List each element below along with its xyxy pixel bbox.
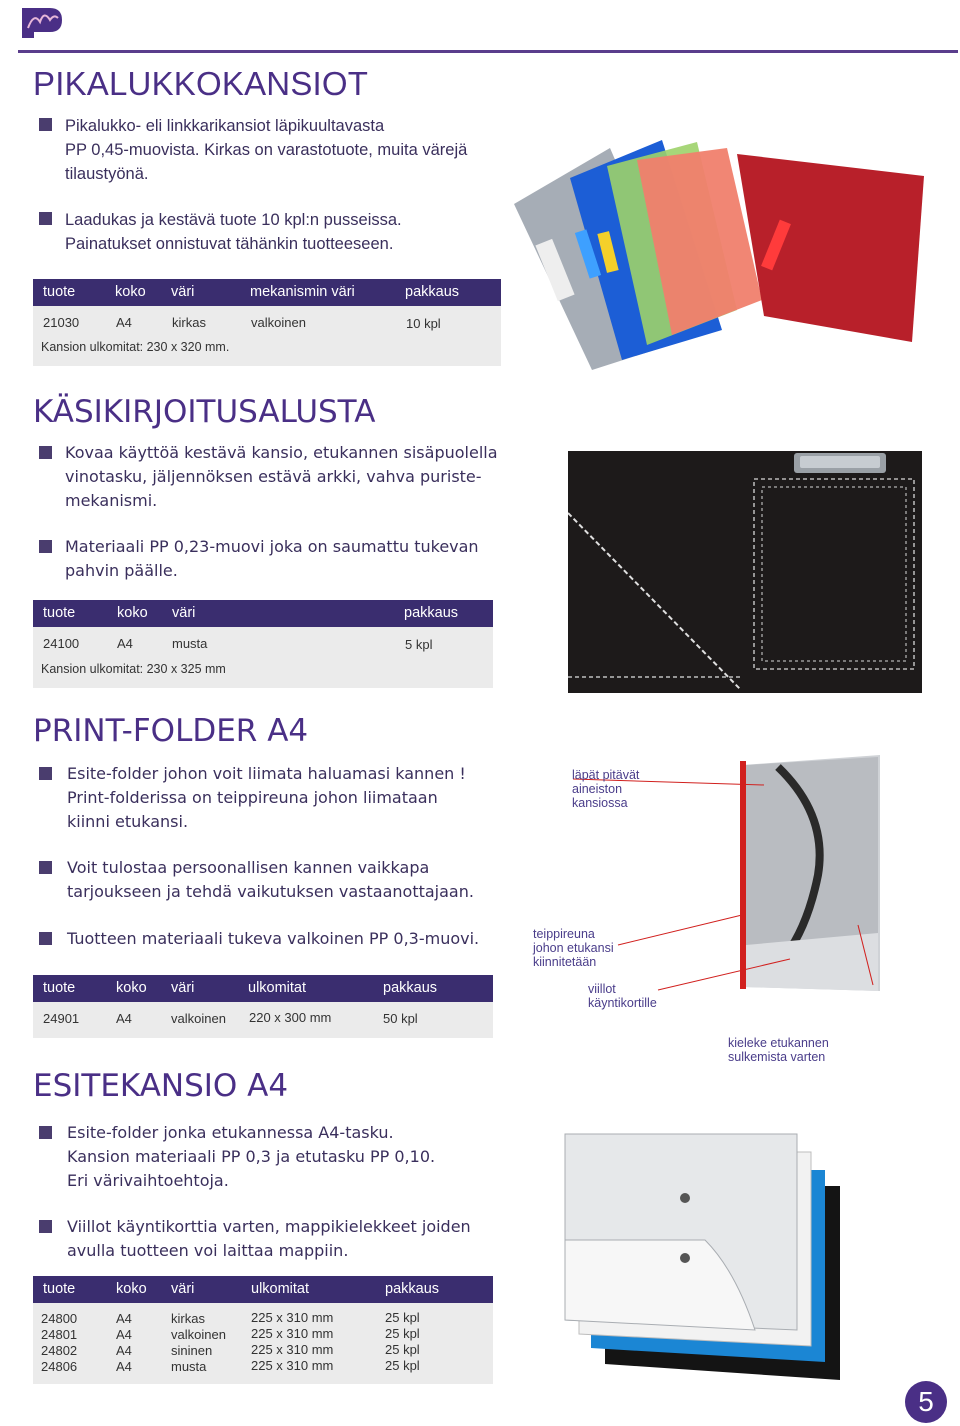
clip-folders-image — [512, 120, 926, 370]
table-cell: sininen — [171, 1343, 213, 1358]
paragraph: Esite-folder jonka etukannessa A4-tasku. Kansion materiaali PP 0,3 ja etutasku PP 0,10. Eri värivaihtoehtoja. — [67, 1123, 436, 1190]
table-cell: valkoinen — [171, 1327, 226, 1342]
col-header: väri — [171, 284, 195, 300]
callout-label: läpät pitävät aineiston kansiossa — [572, 768, 640, 810]
table-cell: 225 x 310 mm — [251, 1326, 334, 1341]
table-note: Kansion ulkomitat: 230 x 325 mm — [41, 662, 226, 676]
table-cell: 24802 — [41, 1343, 78, 1358]
table-cell: A4 — [116, 1327, 132, 1342]
product-table — [33, 1276, 493, 1384]
table-cell: 25 kpl — [385, 1358, 420, 1373]
col-header: pakkaus — [405, 284, 460, 300]
section-title-pikalukkokansiot: PIKALUKKOKANSIOT — [33, 65, 369, 102]
presentation-folders-image — [535, 1090, 890, 1380]
table-cell: 25 kpl — [385, 1310, 420, 1325]
bullet-icon — [39, 118, 52, 131]
table-cell: kirkas — [171, 1311, 205, 1326]
bullet-icon — [39, 446, 52, 459]
bullet-icon — [39, 540, 52, 553]
table-cell: 5 kpl — [405, 637, 433, 652]
col-header: pakkaus — [383, 980, 438, 996]
col-header: koko — [115, 284, 146, 300]
table-cell: A4 — [116, 315, 132, 330]
paragraph: Pikalukko- eli linkkarikansiot läpikuultavasta PP 0,45-muovista. Kirkas on varastotuote, muita värejä tilaustyönä. — [65, 117, 468, 183]
bullet-icon — [39, 1126, 52, 1139]
bullet-icon — [39, 932, 52, 945]
col-header: koko — [116, 1281, 147, 1297]
product-table — [33, 279, 501, 366]
col-header: tuote — [43, 284, 76, 300]
table-cell: 220 x 300 mm — [249, 1010, 332, 1025]
product-table — [33, 600, 493, 688]
col-header: väri — [171, 1281, 195, 1297]
col-header: pakkaus — [404, 605, 459, 621]
col-header: koko — [116, 980, 147, 996]
header-rule — [18, 50, 958, 53]
table-cell: A4 — [117, 636, 133, 651]
callout-label: viillot käyntikortille — [588, 982, 657, 1010]
table-header — [33, 279, 501, 306]
table-cell: 10 kpl — [406, 316, 441, 331]
table-cell: musta — [171, 1359, 207, 1374]
col-header: pakkaus — [385, 1281, 440, 1297]
col-header: tuote — [43, 1281, 76, 1297]
table-cell: A4 — [116, 1011, 132, 1026]
callout-label: kieleke etukannen sulkemista varten — [728, 1036, 829, 1064]
section-title-kasikirjoitusalusta: KÄSIKIRJOITUSALUSTA — [33, 394, 376, 430]
paragraph: Laadukas ja kestävä tuote 10 kpl:n pusseissa. Painatukset onnistuvat tähänkin tuotteeseen. — [65, 211, 402, 253]
col-header: koko — [117, 605, 148, 621]
col-header: ulkomitat — [251, 1281, 310, 1297]
section-title-print-folder: PRINT-FOLDER A4 — [33, 713, 309, 749]
paragraph: Materiaali PP 0,23-muovi joka on saumattu tukevan pahvin päälle. — [65, 537, 479, 580]
callout-label: teippireuna johon etukansi kiinnitetään — [533, 927, 614, 969]
bullet-icon — [39, 861, 52, 874]
table-cell: A4 — [116, 1311, 132, 1326]
col-header: mekanismin väri — [250, 284, 355, 300]
col-header: tuote — [43, 980, 76, 996]
table-cell: 24901 — [43, 1011, 80, 1026]
table-cell: valkoinen — [171, 1011, 226, 1026]
table-cell: 24100 — [43, 636, 80, 651]
product-table — [33, 975, 493, 1038]
table-cell: A4 — [116, 1343, 132, 1358]
table-cell: 25 kpl — [385, 1342, 420, 1357]
table-cell: musta — [172, 636, 208, 651]
table-cell: 225 x 310 mm — [251, 1358, 334, 1373]
table-cell: 24801 — [41, 1327, 78, 1342]
col-header: ulkomitat — [248, 980, 307, 996]
bullet-icon — [39, 212, 52, 225]
table-note: Kansion ulkomitat: 230 x 320 mm. — [41, 340, 230, 354]
table-cell: A4 — [116, 1359, 132, 1374]
company-logo — [20, 6, 64, 40]
page-number: 5 — [905, 1381, 947, 1423]
table-cell: 21030 — [43, 315, 80, 330]
table-cell: 24806 — [41, 1359, 78, 1374]
table-cell: kirkas — [172, 315, 206, 330]
table-cell: 24800 — [41, 1311, 78, 1326]
table-cell: 25 kpl — [385, 1326, 420, 1341]
table-cell: 225 x 310 mm — [251, 1310, 334, 1325]
paragraph: Tuotteen materiaali tukeva valkoinen PP 0,3-muovi. — [67, 929, 480, 948]
table-cell: 50 kpl — [383, 1011, 418, 1026]
table-cell: 225 x 310 mm — [251, 1342, 334, 1357]
table-cell: valkoinen — [251, 315, 306, 330]
bullet-icon — [39, 1220, 52, 1233]
col-header: väri — [171, 980, 195, 996]
table-header — [33, 1276, 493, 1303]
clipboard-folder-image — [568, 451, 922, 693]
paragraph: Viillot käyntikorttia varten, mappikielekkeet joiden avulla tuotteen voi laittaa mappiin. — [67, 1217, 471, 1260]
bullet-icon — [39, 767, 52, 780]
paragraph: Kovaa käyttöä kestävä kansio, etukannen sisäpuolella vinotasku, jäljennöksen estävä arkki, vahva puriste- mekanismi. — [65, 443, 498, 510]
table-header — [33, 600, 493, 627]
section-title-esitekansio: ESITEKANSIO A4 — [33, 1068, 289, 1104]
col-header: tuote — [43, 605, 76, 621]
paragraph: Esite-folder johon voit liimata haluamasi kannen ! Print-folderissa on teippireuna johon liimataan kiinni etukansi. — [67, 764, 466, 831]
paragraph: Voit tulostaa persoonallisen kannen vaikkapa tarjoukseen ja tehdä vaikutuksen vastaanottajaan. — [67, 858, 474, 901]
table-header — [33, 975, 493, 1002]
col-header: väri — [172, 605, 196, 621]
